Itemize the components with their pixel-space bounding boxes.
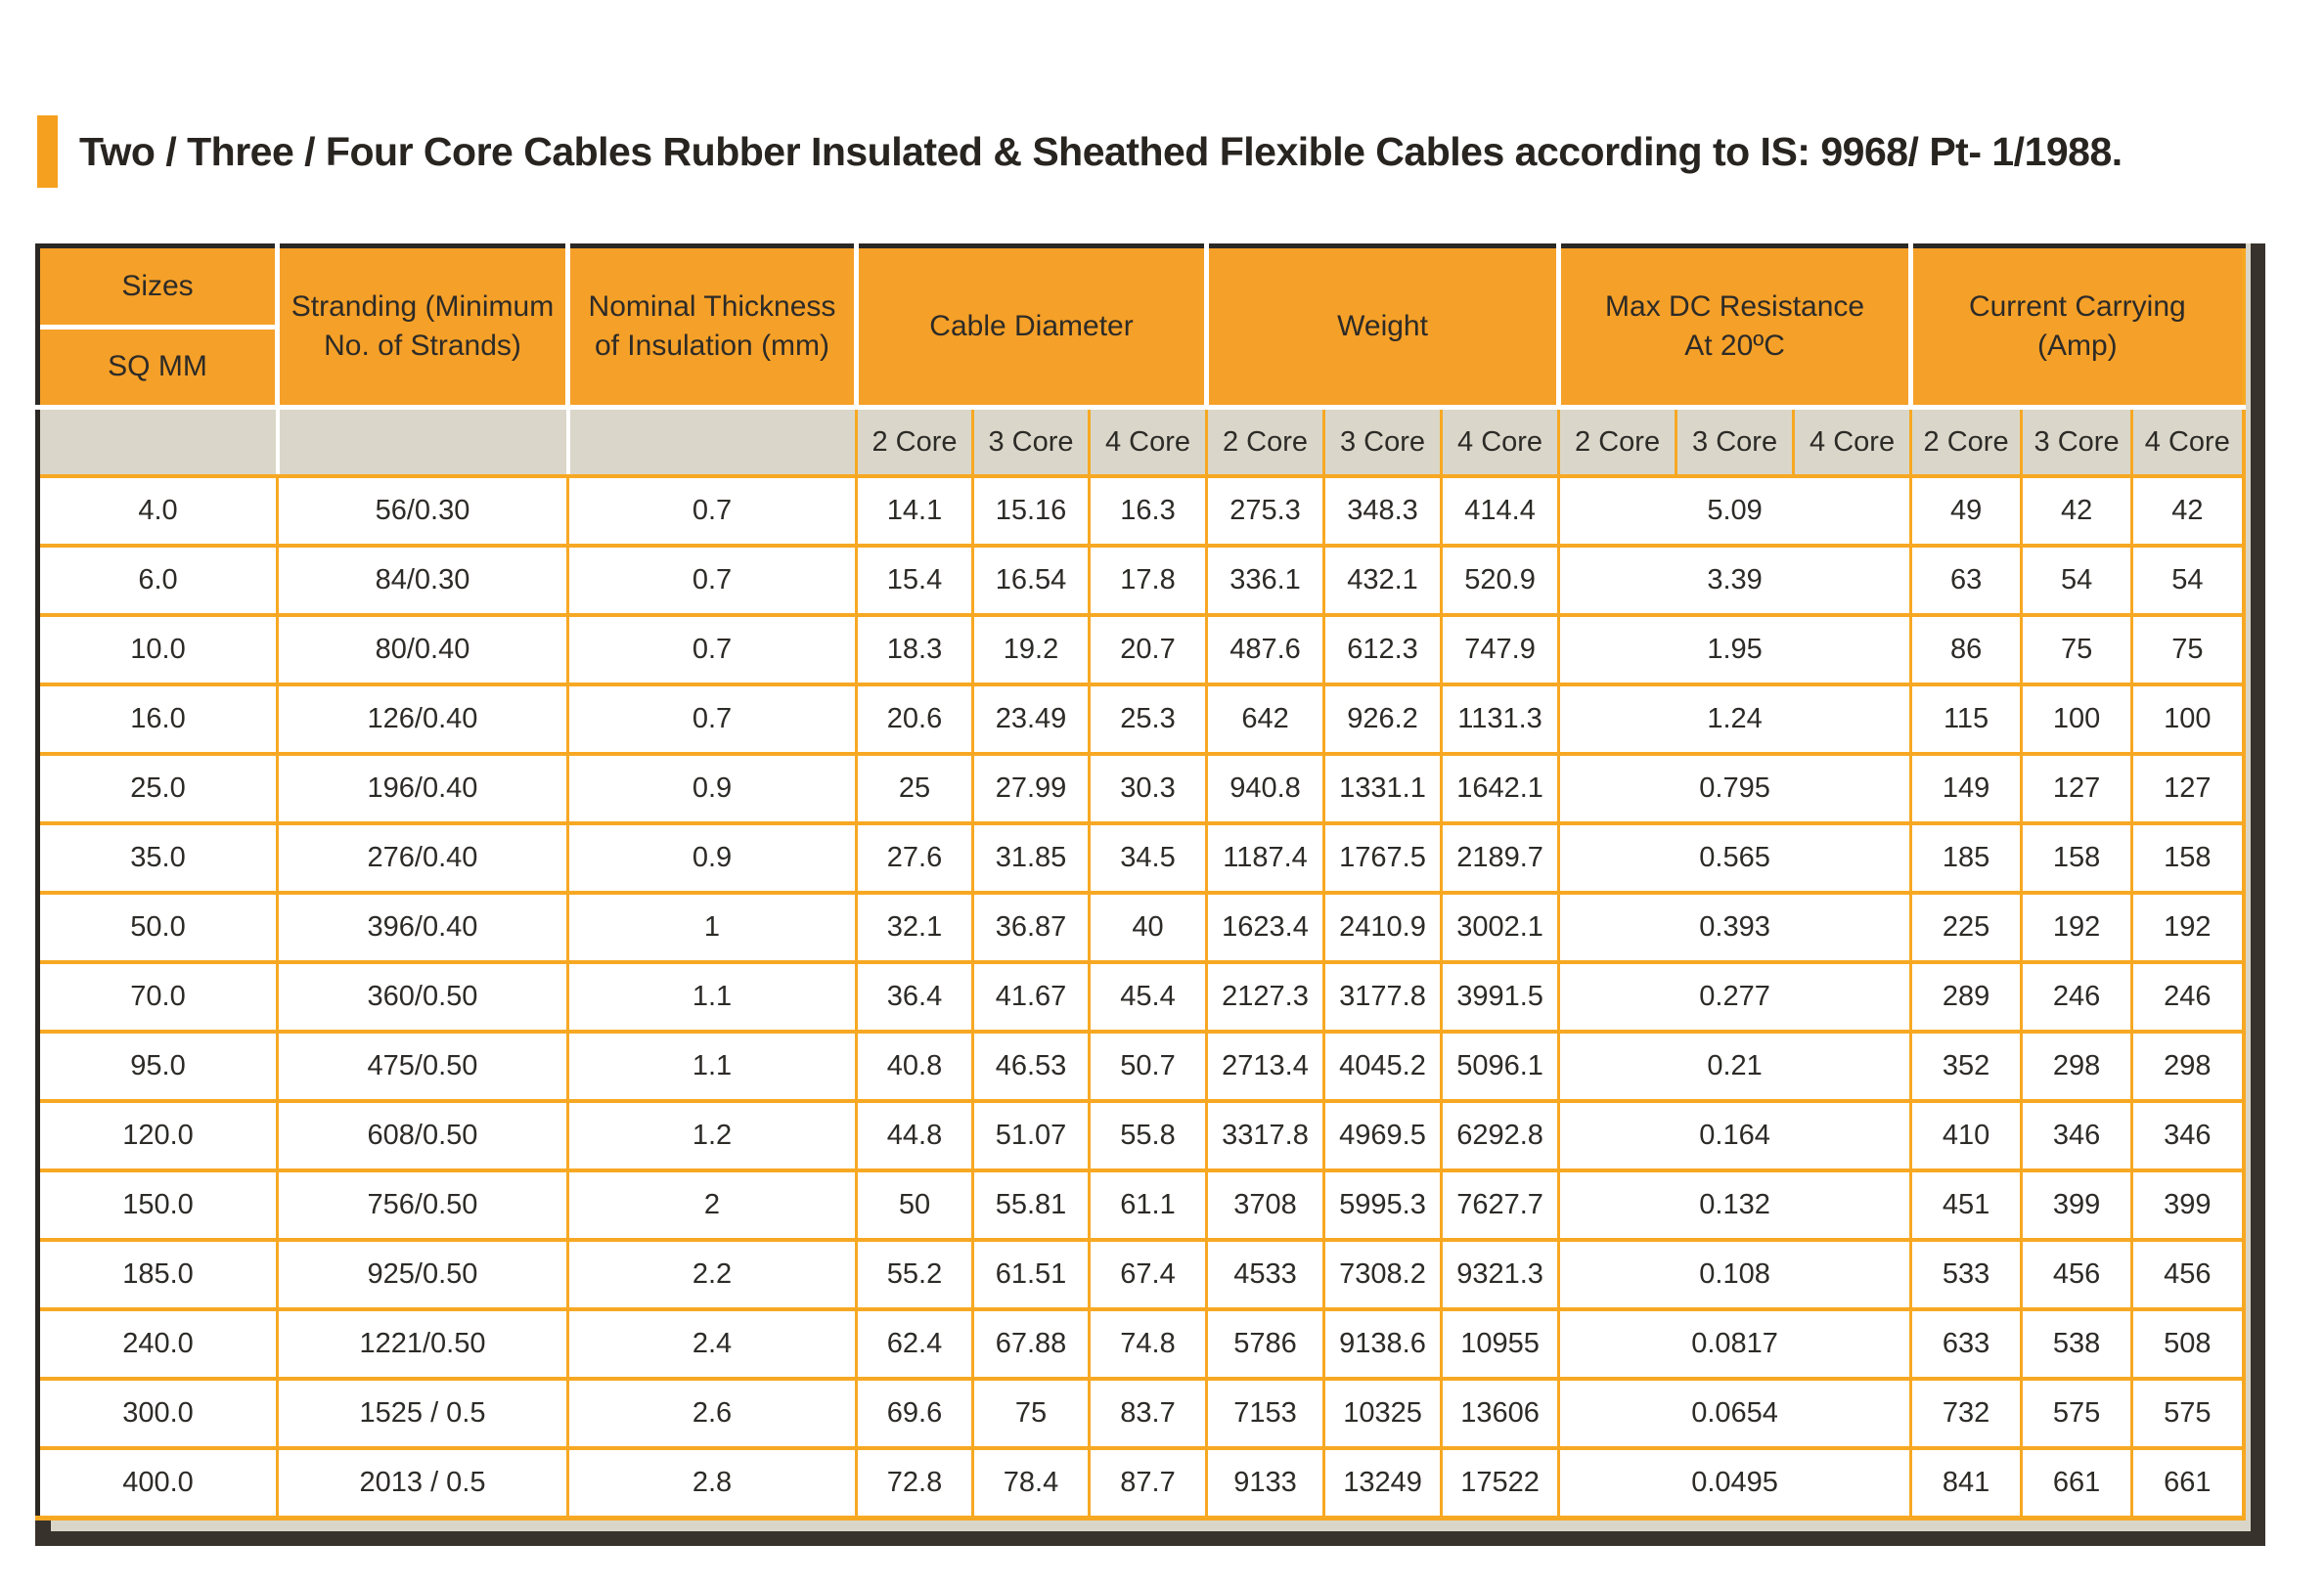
table-body bbox=[38, 476, 2244, 1519]
cell-current-4core: 42 bbox=[2132, 476, 2244, 546]
cell-diameter-4core: 16.3 bbox=[1090, 476, 1207, 546]
cell-stranding: 360/0.50 bbox=[278, 962, 568, 1032]
cell-diameter-2core: 40.8 bbox=[857, 1032, 973, 1101]
cell-diameter-2core: 25 bbox=[857, 754, 973, 823]
header-sizes bbox=[38, 246, 278, 408]
table-row bbox=[38, 546, 2244, 615]
cell-size: 400.0 bbox=[38, 1448, 278, 1519]
cell-resistance: 5.09 bbox=[1559, 476, 1911, 546]
cell-stranding: 1221/0.50 bbox=[278, 1309, 568, 1379]
header-resistance bbox=[1559, 246, 1911, 408]
cell-weight-2core: 1187.4 bbox=[1207, 823, 1324, 893]
cell-resistance: 0.277 bbox=[1559, 962, 1911, 1032]
cell-weight-4core: 1131.3 bbox=[1442, 684, 1559, 754]
cell-resistance: 0.795 bbox=[1559, 754, 1911, 823]
cell-diameter-2core: 72.8 bbox=[857, 1448, 973, 1519]
cell-diameter-2core: 36.4 bbox=[857, 962, 973, 1032]
cell-current-4core: 298 bbox=[2132, 1032, 2244, 1101]
cell-thickness: 2.6 bbox=[568, 1379, 857, 1448]
cell-weight-4core: 7627.7 bbox=[1442, 1170, 1559, 1240]
cell-weight-2core: 3317.8 bbox=[1207, 1101, 1324, 1170]
subheader-blank bbox=[568, 408, 857, 477]
header-thickness: Nominal Thickness of Insulation (mm) bbox=[568, 246, 857, 408]
header-current-line1: Current Carrying bbox=[1968, 289, 2186, 323]
cell-diameter-2core: 15.4 bbox=[857, 546, 973, 615]
cell-diameter-3core: 19.2 bbox=[973, 615, 1090, 684]
cable-spec-table bbox=[35, 243, 2246, 1521]
cell-size: 240.0 bbox=[38, 1309, 278, 1379]
cell-weight-3core: 4045.2 bbox=[1324, 1032, 1442, 1101]
header-cable-diameter: Cable Diameter bbox=[857, 246, 1207, 408]
table-row bbox=[38, 1101, 2244, 1170]
cell-current-4core: 399 bbox=[2132, 1170, 2244, 1240]
cell-diameter-3core: 23.49 bbox=[973, 684, 1090, 754]
cell-thickness: 0.7 bbox=[568, 615, 857, 684]
cell-current-2core: 86 bbox=[1911, 615, 2022, 684]
cell-weight-4core: 1642.1 bbox=[1442, 754, 1559, 823]
cell-diameter-4core: 55.8 bbox=[1090, 1101, 1207, 1170]
header-row bbox=[38, 246, 2244, 408]
cell-current-4core: 158 bbox=[2132, 823, 2244, 893]
cell-weight-3core: 1331.1 bbox=[1324, 754, 1442, 823]
cell-size: 25.0 bbox=[38, 754, 278, 823]
cell-thickness: 2 bbox=[568, 1170, 857, 1240]
cell-diameter-3core: 67.88 bbox=[973, 1309, 1090, 1379]
cell-diameter-4core: 45.4 bbox=[1090, 962, 1207, 1032]
header-current-line2: (Amp) bbox=[2036, 330, 2118, 362]
cell-stranding: 2013 / 0.5 bbox=[278, 1448, 568, 1519]
cell-size: 4.0 bbox=[38, 476, 278, 546]
cell-diameter-3core: 46.53 bbox=[973, 1032, 1090, 1101]
cell-weight-4core: 747.9 bbox=[1442, 615, 1559, 684]
table-row bbox=[38, 1448, 2244, 1519]
cell-weight-2core: 9133 bbox=[1207, 1448, 1324, 1519]
cell-current-2core: 49 bbox=[1911, 476, 2022, 546]
header-resistance-line2: At 20ºC bbox=[1684, 330, 1785, 362]
cell-current-3core: 75 bbox=[2022, 615, 2132, 684]
cell-current-2core: 451 bbox=[1911, 1170, 2022, 1240]
cell-diameter-4core: 34.5 bbox=[1090, 823, 1207, 893]
cell-resistance: 0.0495 bbox=[1559, 1448, 1911, 1519]
subheader-diameter-4core: 4 Core bbox=[1090, 408, 1207, 477]
cell-current-3core: 456 bbox=[2022, 1240, 2132, 1309]
cell-size: 6.0 bbox=[38, 546, 278, 615]
cell-weight-2core: 7153 bbox=[1207, 1379, 1324, 1448]
subheader-weight-3core: 3 Core bbox=[1324, 408, 1442, 477]
cell-thickness: 2.8 bbox=[568, 1448, 857, 1519]
cell-diameter-2core: 14.1 bbox=[857, 476, 973, 546]
cell-weight-4core: 2189.7 bbox=[1442, 823, 1559, 893]
cell-current-2core: 225 bbox=[1911, 893, 2022, 962]
cell-thickness: 1.1 bbox=[568, 962, 857, 1032]
cell-current-2core: 289 bbox=[1911, 962, 2022, 1032]
cell-current-3core: 158 bbox=[2022, 823, 2132, 893]
cell-thickness: 1 bbox=[568, 893, 857, 962]
table-row bbox=[38, 1309, 2244, 1379]
cell-current-3core: 42 bbox=[2022, 476, 2132, 546]
cell-current-4core: 100 bbox=[2132, 684, 2244, 754]
cell-stranding: 276/0.40 bbox=[278, 823, 568, 893]
cell-current-2core: 533 bbox=[1911, 1240, 2022, 1309]
cell-resistance: 0.565 bbox=[1559, 823, 1911, 893]
cell-current-3core: 661 bbox=[2022, 1448, 2132, 1519]
subheader-blank bbox=[38, 408, 278, 477]
cell-current-2core: 149 bbox=[1911, 754, 2022, 823]
cell-stranding: 56/0.30 bbox=[278, 476, 568, 546]
cell-weight-4core: 520.9 bbox=[1442, 546, 1559, 615]
header-stranding: Stranding (Minimum No. of Strands) bbox=[278, 246, 568, 408]
cell-resistance: 1.24 bbox=[1559, 684, 1911, 754]
cell-current-4core: 661 bbox=[2132, 1448, 2244, 1519]
cell-weight-4core: 17522 bbox=[1442, 1448, 1559, 1519]
cell-size: 95.0 bbox=[38, 1032, 278, 1101]
cell-diameter-3core: 27.99 bbox=[973, 754, 1090, 823]
cell-diameter-4core: 50.7 bbox=[1090, 1032, 1207, 1101]
cell-weight-4core: 9321.3 bbox=[1442, 1240, 1559, 1309]
cell-weight-2core: 1623.4 bbox=[1207, 893, 1324, 962]
cell-current-4core: 75 bbox=[2132, 615, 2244, 684]
table-row bbox=[38, 962, 2244, 1032]
cell-weight-2core: 336.1 bbox=[1207, 546, 1324, 615]
cell-diameter-3core: 75 bbox=[973, 1379, 1090, 1448]
cell-diameter-2core: 18.3 bbox=[857, 615, 973, 684]
cell-weight-3core: 432.1 bbox=[1324, 546, 1442, 615]
header-weight: Weight bbox=[1207, 246, 1559, 408]
cell-resistance: 0.0654 bbox=[1559, 1379, 1911, 1448]
cell-current-3core: 100 bbox=[2022, 684, 2132, 754]
cell-weight-4core: 5096.1 bbox=[1442, 1032, 1559, 1101]
subheader-current-4core: 4 Core bbox=[2132, 408, 2244, 477]
cell-diameter-3core: 51.07 bbox=[973, 1101, 1090, 1170]
cell-stranding: 80/0.40 bbox=[278, 615, 568, 684]
cell-size: 35.0 bbox=[38, 823, 278, 893]
cell-diameter-2core: 27.6 bbox=[857, 823, 973, 893]
cell-weight-2core: 642 bbox=[1207, 684, 1324, 754]
cell-diameter-2core: 62.4 bbox=[857, 1309, 973, 1379]
cell-thickness: 0.7 bbox=[568, 546, 857, 615]
cell-diameter-2core: 32.1 bbox=[857, 893, 973, 962]
cell-weight-2core: 2713.4 bbox=[1207, 1032, 1324, 1101]
cell-current-2core: 185 bbox=[1911, 823, 2022, 893]
cell-current-4core: 127 bbox=[2132, 754, 2244, 823]
cell-thickness: 0.7 bbox=[568, 684, 857, 754]
title-accent-bar bbox=[37, 115, 58, 188]
cell-thickness: 0.9 bbox=[568, 754, 857, 823]
cell-diameter-4core: 74.8 bbox=[1090, 1309, 1207, 1379]
table-row bbox=[38, 1379, 2244, 1448]
cell-weight-3core: 9138.6 bbox=[1324, 1309, 1442, 1379]
cell-current-2core: 841 bbox=[1911, 1448, 2022, 1519]
cell-weight-2core: 275.3 bbox=[1207, 476, 1324, 546]
cell-current-3core: 399 bbox=[2022, 1170, 2132, 1240]
cell-resistance: 0.21 bbox=[1559, 1032, 1911, 1101]
page-title: Two / Three / Four Core Cables Rubber Insulated & Sheathed Flexible Cables according to IS: 9968/ Pt- 1/1988. bbox=[79, 128, 2123, 174]
cell-thickness: 0.7 bbox=[568, 476, 857, 546]
spec-table-container bbox=[35, 243, 2240, 1521]
cell-stranding: 84/0.30 bbox=[278, 546, 568, 615]
subheader-weight-2core: 2 Core bbox=[1207, 408, 1324, 477]
cell-size: 150.0 bbox=[38, 1170, 278, 1240]
header-resistance-line1: Max DC Resistance bbox=[1605, 289, 1865, 323]
table-row bbox=[38, 754, 2244, 823]
subheader-weight-4core: 4 Core bbox=[1442, 408, 1559, 477]
cell-diameter-4core: 40 bbox=[1090, 893, 1207, 962]
cell-diameter-3core: 36.87 bbox=[973, 893, 1090, 962]
cell-weight-4core: 10955 bbox=[1442, 1309, 1559, 1379]
cell-current-2core: 410 bbox=[1911, 1101, 2022, 1170]
cell-current-2core: 63 bbox=[1911, 546, 2022, 615]
cell-current-2core: 352 bbox=[1911, 1032, 2022, 1101]
cell-size: 70.0 bbox=[38, 962, 278, 1032]
cell-weight-2core: 4533 bbox=[1207, 1240, 1324, 1309]
cell-diameter-3core: 61.51 bbox=[973, 1240, 1090, 1309]
cell-weight-3core: 5995.3 bbox=[1324, 1170, 1442, 1240]
cell-resistance: 0.393 bbox=[1559, 893, 1911, 962]
cell-size: 10.0 bbox=[38, 615, 278, 684]
subheader-diameter-3core: 3 Core bbox=[973, 408, 1090, 477]
cell-weight-3core: 13249 bbox=[1324, 1448, 1442, 1519]
subheader-blank bbox=[278, 408, 568, 477]
cell-current-3core: 192 bbox=[2022, 893, 2132, 962]
cell-diameter-3core: 31.85 bbox=[973, 823, 1090, 893]
cell-current-3core: 246 bbox=[2022, 962, 2132, 1032]
subheader-resistance-2core: 2 Core bbox=[1559, 408, 1676, 477]
header-sizes-label: Sizes bbox=[40, 248, 275, 330]
cell-weight-2core: 5786 bbox=[1207, 1309, 1324, 1379]
cell-resistance: 1.95 bbox=[1559, 615, 1911, 684]
header-sizes-unit: SQ MM bbox=[108, 350, 207, 382]
table-row bbox=[38, 823, 2244, 893]
cell-diameter-4core: 20.7 bbox=[1090, 615, 1207, 684]
subheader-diameter-2core: 2 Core bbox=[857, 408, 973, 477]
cell-weight-2core: 487.6 bbox=[1207, 615, 1324, 684]
cell-weight-3core: 10325 bbox=[1324, 1379, 1442, 1448]
cell-stranding: 196/0.40 bbox=[278, 754, 568, 823]
cell-thickness: 2.2 bbox=[568, 1240, 857, 1309]
cell-size: 50.0 bbox=[38, 893, 278, 962]
cell-current-4core: 508 bbox=[2132, 1309, 2244, 1379]
cell-weight-3core: 348.3 bbox=[1324, 476, 1442, 546]
cell-diameter-4core: 30.3 bbox=[1090, 754, 1207, 823]
cell-thickness: 1.2 bbox=[568, 1101, 857, 1170]
cell-current-3core: 538 bbox=[2022, 1309, 2132, 1379]
table-row bbox=[38, 1240, 2244, 1309]
table-row bbox=[38, 684, 2244, 754]
cell-stranding: 126/0.40 bbox=[278, 684, 568, 754]
cell-diameter-4core: 83.7 bbox=[1090, 1379, 1207, 1448]
cell-weight-3core: 2410.9 bbox=[1324, 893, 1442, 962]
table-row bbox=[38, 893, 2244, 962]
subheader-current-3core: 3 Core bbox=[2022, 408, 2132, 477]
cell-diameter-2core: 69.6 bbox=[857, 1379, 973, 1448]
cell-current-4core: 346 bbox=[2132, 1101, 2244, 1170]
cell-resistance: 0.164 bbox=[1559, 1101, 1911, 1170]
cell-weight-3core: 3177.8 bbox=[1324, 962, 1442, 1032]
table-row bbox=[38, 1170, 2244, 1240]
cell-diameter-2core: 20.6 bbox=[857, 684, 973, 754]
cell-weight-3core: 612.3 bbox=[1324, 615, 1442, 684]
subheader-resistance-3core: 3 Core bbox=[1676, 408, 1794, 477]
table-row bbox=[38, 476, 2244, 546]
cell-current-4core: 246 bbox=[2132, 962, 2244, 1032]
cell-current-3core: 575 bbox=[2022, 1379, 2132, 1448]
cell-current-4core: 192 bbox=[2132, 893, 2244, 962]
cell-diameter-4core: 87.7 bbox=[1090, 1448, 1207, 1519]
cell-size: 300.0 bbox=[38, 1379, 278, 1448]
cell-diameter-4core: 25.3 bbox=[1090, 684, 1207, 754]
cell-resistance: 0.0817 bbox=[1559, 1309, 1911, 1379]
title-block bbox=[37, 115, 2324, 188]
cell-size: 185.0 bbox=[38, 1240, 278, 1309]
cell-current-4core: 456 bbox=[2132, 1240, 2244, 1309]
cell-weight-4core: 3002.1 bbox=[1442, 893, 1559, 962]
cell-weight-4core: 3991.5 bbox=[1442, 962, 1559, 1032]
cell-current-2core: 732 bbox=[1911, 1379, 2022, 1448]
cell-current-2core: 633 bbox=[1911, 1309, 2022, 1379]
cell-thickness: 2.4 bbox=[568, 1309, 857, 1379]
cell-diameter-3core: 78.4 bbox=[973, 1448, 1090, 1519]
header-current bbox=[1911, 246, 2244, 408]
cell-current-2core: 115 bbox=[1911, 684, 2022, 754]
cell-diameter-4core: 61.1 bbox=[1090, 1170, 1207, 1240]
cell-stranding: 396/0.40 bbox=[278, 893, 568, 962]
table-row bbox=[38, 615, 2244, 684]
cell-weight-4core: 414.4 bbox=[1442, 476, 1559, 546]
cell-size: 16.0 bbox=[38, 684, 278, 754]
cell-current-3core: 54 bbox=[2022, 546, 2132, 615]
cell-weight-3core: 926.2 bbox=[1324, 684, 1442, 754]
cell-size: 120.0 bbox=[38, 1101, 278, 1170]
cell-current-4core: 54 bbox=[2132, 546, 2244, 615]
cell-thickness: 0.9 bbox=[568, 823, 857, 893]
cell-diameter-4core: 17.8 bbox=[1090, 546, 1207, 615]
cell-diameter-2core: 55.2 bbox=[857, 1240, 973, 1309]
cell-resistance: 0.108 bbox=[1559, 1240, 1911, 1309]
cell-diameter-2core: 44.8 bbox=[857, 1101, 973, 1170]
cell-stranding: 475/0.50 bbox=[278, 1032, 568, 1101]
cell-weight-3core: 7308.2 bbox=[1324, 1240, 1442, 1309]
cell-current-3core: 127 bbox=[2022, 754, 2132, 823]
cell-stranding: 925/0.50 bbox=[278, 1240, 568, 1309]
cell-weight-3core: 4969.5 bbox=[1324, 1101, 1442, 1170]
cell-diameter-3core: 55.81 bbox=[973, 1170, 1090, 1240]
cell-resistance: 0.132 bbox=[1559, 1170, 1911, 1240]
subheader-current-2core: 2 Core bbox=[1911, 408, 2022, 477]
cell-current-3core: 346 bbox=[2022, 1101, 2132, 1170]
cell-weight-2core: 3708 bbox=[1207, 1170, 1324, 1240]
cell-diameter-2core: 50 bbox=[857, 1170, 973, 1240]
cell-diameter-3core: 16.54 bbox=[973, 546, 1090, 615]
cell-weight-2core: 940.8 bbox=[1207, 754, 1324, 823]
cell-weight-4core: 13606 bbox=[1442, 1379, 1559, 1448]
table-row bbox=[38, 1032, 2244, 1101]
cell-current-4core: 575 bbox=[2132, 1379, 2244, 1448]
subheader-row bbox=[38, 408, 2244, 477]
cell-stranding: 756/0.50 bbox=[278, 1170, 568, 1240]
cell-diameter-4core: 67.4 bbox=[1090, 1240, 1207, 1309]
cell-resistance: 3.39 bbox=[1559, 546, 1911, 615]
cell-weight-3core: 1767.5 bbox=[1324, 823, 1442, 893]
cell-diameter-3core: 15.16 bbox=[973, 476, 1090, 546]
cell-stranding: 1525 / 0.5 bbox=[278, 1379, 568, 1448]
cell-diameter-3core: 41.67 bbox=[973, 962, 1090, 1032]
cell-stranding: 608/0.50 bbox=[278, 1101, 568, 1170]
cell-thickness: 1.1 bbox=[568, 1032, 857, 1101]
cell-weight-2core: 2127.3 bbox=[1207, 962, 1324, 1032]
cell-current-3core: 298 bbox=[2022, 1032, 2132, 1101]
subheader-resistance-4core: 4 Core bbox=[1794, 408, 1911, 477]
cell-weight-4core: 6292.8 bbox=[1442, 1101, 1559, 1170]
